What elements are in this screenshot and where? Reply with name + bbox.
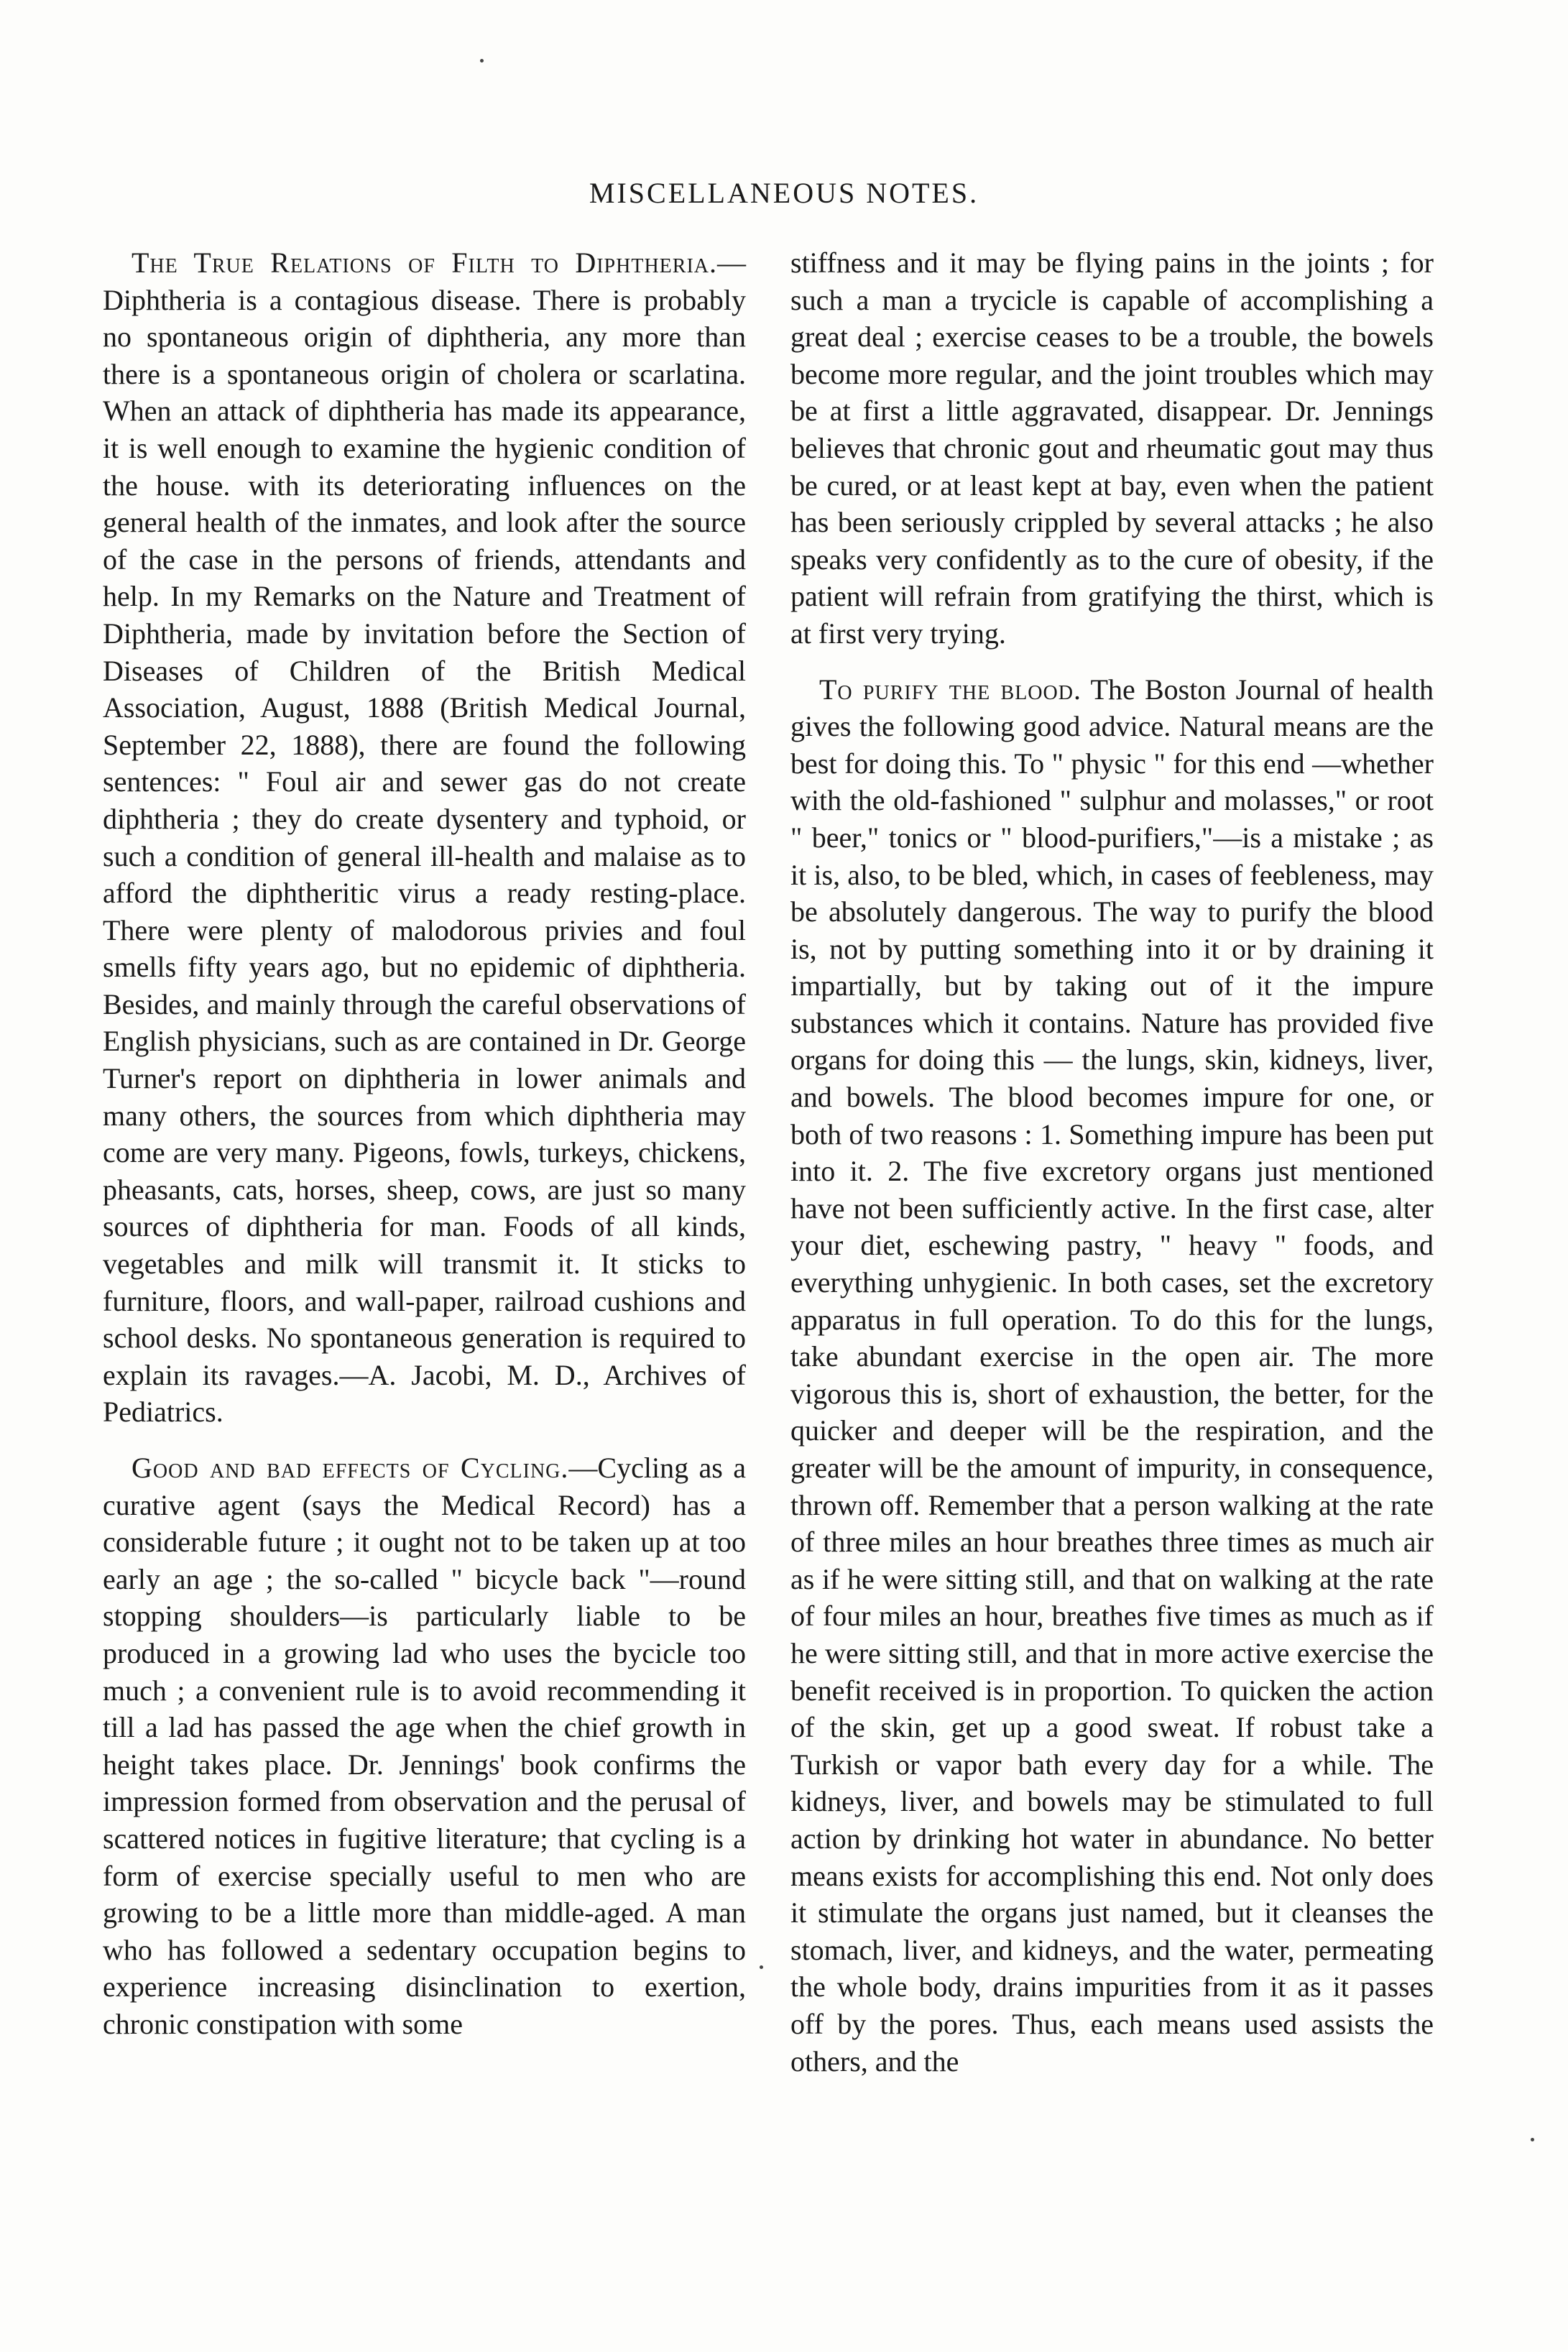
print-speck [480,59,484,63]
article-body: The Boston Journal of health gives the following good advice. Natural means are the best for doing this. To " physic " for this end —whether with the old-fashioned " sulphur and molasses," or root " beer," tonics or " blood-purifiers,"—is a mistake ; as it is, also, to be bled, which, in cases of feebleness, may be absolutely dangerous. The way to purify the blood is, not by putting something into it or by draining it impartially, but by taking out of it the impure substances which it contains. Nature has provided five organs for doing this — the lungs, skin, kidneys, liver, and bowels. The blood becomes impure for one, or both of two reasons : 1. Something impure has been put into it. 2. The five excretory organs just mentioned have not been sufficiently active. In the first case, alter your diet, eschewing pastry, " heavy " foods, and everything unhygienic. In both cases, set the excretory apparatus in full operation. To do this for the lungs, take abundant exercise in the open air. The more vigorous this is, short of exhaustion, the better, for the quicker and deeper will be the respiration, and the greater will be the amount of impurity, in consequence, thrown off. Remember that a person walking at the rate of three miles an hour breathes three times as much air as if he were sitting still, and that on walking at the rate of four miles an hour, breathes five times as much as if he were sitting still, and that in more active exercise the benefit received is in proportion. To quicken the action of the skin, get up a good sweat. If robust take a Turkish or vapor bath every day for a while. The kidneys, liver, and bowels may be stimulated to full action by drinking hot water in abundance. No better means exists for accomplishing this end. Not only does it stimulate the organs just named, but it cleanses the stomach, liver, and kidneys, and the water, permeating the whole body, drains impurities from it as it passes off by the pores. Thus, each means used assists the others, and the [790,673,1434,2077]
article-headline: To purify the blood. [819,673,1082,706]
article-body: —Diphtheria is a contagious disease. There is probably no spontaneous origin of diphtheria, any more than there is a spontaneous origin of cholera or scarlatina. When an attack of diphtheria has made its appearance, it is well enough to examine the hygienic condition of the house. with its deteriorating influences on the general health of the inmates, and look after the source of the case in the persons of friends, attendants and help. In my Remarks on the Nature and Treatment of Diphtheria, made by invitation before the Section of Diseases of Children of the British Medical Association, August, 1888 (British Medical Journal, September 22, 1888), there are found the following sentences: " Foul air and sewer gas do not create diphtheria ; they do create dysentery and typhoid, or such a condition of general ill-health and malaise as to afford the diphtheritic virus a ready resting-place. There were plenty of malodorous privies and foul smells fifty years ago, but no epidemic of diphtheria. Besides, and mainly through the careful observations of English physicians, such as are contained in Dr. George Turner's report on diphtheria in lower animals and many others, the sources from which diphtheria may come are very many. Pigeons, fowls, turkeys, chickens, pheasants, cats, horses, sheep, cows, are just so many sources of diphtheria for man. Foods of all kinds, vegetables and milk will transmit it. It sticks to furniture, floors, and wall-paper, railroad cushions and school desks. No spontaneous generation is required to explain its ravages.—A. Jacobi, M. D., Archives of Pediatrics. [103,246,746,1429]
article-paragraph [790,671,1434,2080]
article-filth-diphtheria [103,244,746,1431]
article-body: —Cycling as a curative agent (says the Medical Record) has a considerable future ; it ought not to be taken up at too early an age ; the so-called " bicycle back "—round stopping shoulders—is particularly liable to be produced in a growing lad who uses the bycicle too much ; a convenient rule is to avoid recommending it till a lad has passed the age when the chief growth in height takes place. Dr. Jennings' book confirms the impression formed from observation and the perusal of scattered notices in fugitive literature; that cycling is a form of exercise specially useful to men who are growing to be a little more than middle-aged. A man who has followed a sedentary occupation begins to experience increasing disinclination to exertion, chronic constipation with some [103,1452,746,2040]
article-cycling [103,1449,746,2043]
article-headline: The True Relations of Filth to Diphtheria. [132,246,717,279]
left-column [103,244,746,2062]
article-continuation: stiffness and it may be flying pains in the joints ; for such a man a trycicle is capable of accomplishing a great deal ; exercise ceases to be a trouble, the bowels become more regular, and the joint troubles which may be at first a little aggravated, disappear. Dr. Jennings believes that chronic gout and rheumatic gout may thus be cured, or at least kept at bay, even when the patient has been seriously crippled by several attacks ; he also speaks very confidently as to the cure of obesity, if the patient will refrain from gratifying the thirst, which is at first very trying. [790,246,1434,650]
print-speck [760,1965,763,1969]
print-speck [1531,2138,1534,2141]
article-paragraph [103,244,746,1431]
article-cycling-continued [790,244,1434,652]
article-paragraph [103,1449,746,2043]
article-purify-blood [790,671,1434,2080]
right-column [790,244,1434,2098]
article-headline: Good and bad effects of Cycling. [132,1452,569,1484]
page-title: MISCELLANEOUS NOTES. [589,177,979,209]
